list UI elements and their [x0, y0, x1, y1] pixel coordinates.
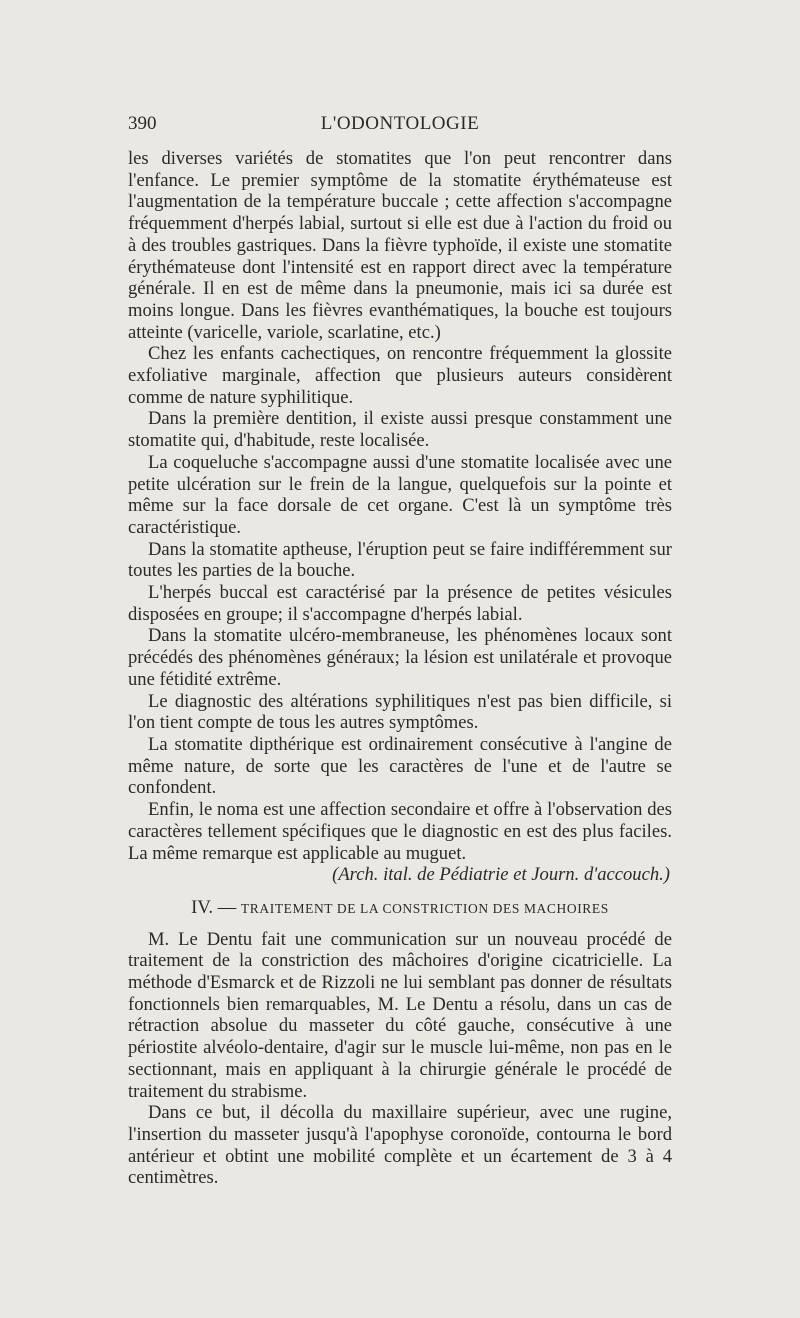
body-text	[128, 148, 672, 1189]
section-dash: —	[217, 896, 237, 918]
paragraph: Le diagnostic des altérations syphilitiques n'est pas bien difficile, si l'on tient compte de tous les autres symptômes.	[128, 690, 672, 734]
paragraph: Enfin, le noma est une affection secondaire et offre à l'observation des caractères tellement spécifiques que le diagnostic en est des plus faciles. La même remarque est applicable au muguet.	[128, 799, 672, 864]
running-title: L'ODONTOLOGIE	[320, 113, 480, 134]
section-heading	[128, 897, 672, 920]
paragraph: Dans la stomatite aptheuse, l'éruption peut se faire indifféremment sur toutes les parties de la bouche.	[128, 538, 672, 582]
paragraph: La stomatite dipthérique est ordinairement consécutive à l'angine de même nature, de sorte que les caractères de l'une et de l'autre se confondent.	[128, 733, 672, 799]
paragraph: Chez les enfants cachectiques, on rencontre fréquemment la glossite exfoliative marginale, affection que plusieurs auteurs considèrent comme de nature syphilitique.	[128, 343, 672, 408]
section-title: TRAITEMENT DE LA CONSTRICTION DES MACHOIRES	[240, 900, 609, 916]
citation: (Arch. ital. de Pédiatrie et Journ. d'accouch.)	[332, 864, 670, 886]
page-header	[128, 113, 672, 137]
paragraph: L'herpés buccal est caractérisé par la présence de petites vésicules disposées en groupe; il s'accompagne d'herpés labial.	[128, 582, 672, 625]
paragraph: les diverses variétés de stomatites que l'on peut rencontrer dans l'enfance. Le premier symptôme de la stomatite érythémateuse est l'augmentation de la température buccale ; cette affection s'accompagne fréquemment d'herpés labial, surtout si elle est due à l'action du froid ou à des troubles gastriques. Dans la fièvre typhoïde, il existe une stomatite érythémateuse dont l'intensité est en rapport direct avec la température générale. Il en est de même dans la pneumonie, mais ici sa durée est moins longue. Dans les fièvres evanthématiques, la bouche est toujours atteinte (varicelle, variole, scarlatine, etc.)	[128, 148, 672, 343]
paragraph: Dans la stomatite ulcéro-membraneuse, les phénomènes locaux sont précédés des phénomènes généraux; la lésion est unilatérale et provoque une fétidité extrême.	[128, 625, 672, 690]
paragraph: La coqueluche s'accompagne aussi d'une stomatite localisée avec une petite ulcération sur le frein de la langue, quelquefois sur la pointe et même sur la face dorsale de cet organe. C'est là un symptôme très caractéristique.	[128, 451, 672, 538]
paragraph: M. Le Dentu fait une communication sur un nouveau procédé de traitement de la constriction des mâchoires d'origine cicatricielle. La méthode d'Esmarck et de Rizzoli ne lui semblant pas donner de résultats fonctionnels bien remarquables, M. Le Dentu a résolu, dans un cas de rétraction absolue du masseter du côté gauche, consécutive à une périostite alvéolo-dentaire, d'agir sur le muscle lui-même, non pas en le sectionnant, mais en appliquant à la chirurgie générale le procédé de traitement du strabisme.	[128, 928, 672, 1102]
paragraph: Dans ce but, il décolla du maxillaire supérieur, avec une rugine, l'insertion du masseter jusqu'à l'apophyse coronoïde, contourna le bord antérieur et obtint une mobilité complète et un écartement de 3 à 4 centimètres.	[128, 1102, 672, 1189]
page-number: 390	[128, 113, 157, 134]
section-numeral: IV.	[191, 896, 214, 918]
paragraph: Dans la première dentition, il existe aussi presque constamment une stomatite qui, d'habitude, reste localisée.	[128, 408, 672, 452]
